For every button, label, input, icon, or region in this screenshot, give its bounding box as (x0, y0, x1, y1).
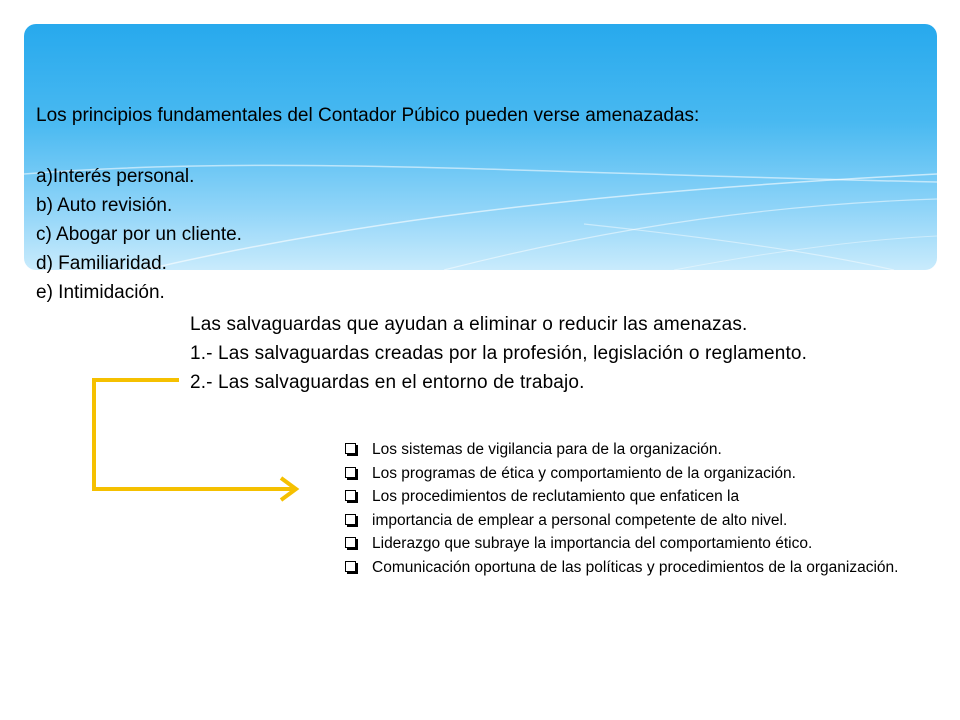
list-item-text: Comunicación oportuna de las políticas y procedimientos de la organización. (372, 558, 899, 576)
safeguards-block (190, 310, 807, 397)
list-item-text: Liderazgo que subraye la importancia del comportamiento ético. (372, 535, 813, 553)
safeguards-item-work-environment: 2.- Las salvaguardas en el entorno de trabajo. (190, 372, 585, 393)
threats-list (36, 162, 242, 307)
hollow-square-bullet-icon (345, 537, 356, 548)
hollow-square-bullet-icon (345, 490, 356, 501)
threat-item-intimidation: e) Intimidación. (36, 282, 165, 303)
list-item-text: Los programas de ética y comportamiento de la organización. (372, 464, 796, 482)
threat-item-self-review: b) Auto revisión. (36, 195, 173, 216)
hollow-square-bullet-icon (345, 467, 356, 478)
hollow-square-bullet-icon (345, 443, 356, 454)
threat-item-self-interest: a)Interés personal. (36, 166, 195, 187)
list-item-text: Los procedimientos de reclutamiento que enfaticen la (372, 488, 740, 506)
slide-heading: Los principios fundamentales del Contador Púbico pueden verse amenazadas: (36, 105, 700, 126)
hollow-square-bullet-icon (345, 561, 356, 572)
threat-item-familiarity: d) Familiaridad. (36, 253, 167, 274)
workplace-safeguards-list (345, 438, 935, 580)
list-item (345, 556, 935, 580)
list-item-text: importancia de emplear a personal competente de alto nivel. (372, 511, 788, 529)
list-item (345, 438, 935, 462)
safeguards-item-profession: 1.- Las salvaguardas creadas por la profesión, legislación o reglamento. (190, 343, 808, 364)
list-item (345, 532, 935, 556)
safeguards-intro: Las salvaguardas que ayudan a eliminar o reducir las amenazas. (190, 314, 748, 335)
list-item-text: Los sistemas de vigilancia para de la organización. (372, 441, 722, 458)
threat-item-advocacy: c) Abogar por un cliente. (36, 224, 242, 245)
hollow-square-bullet-icon (345, 514, 356, 525)
list-item (345, 462, 935, 486)
list-item (345, 485, 935, 509)
list-item (345, 509, 935, 533)
